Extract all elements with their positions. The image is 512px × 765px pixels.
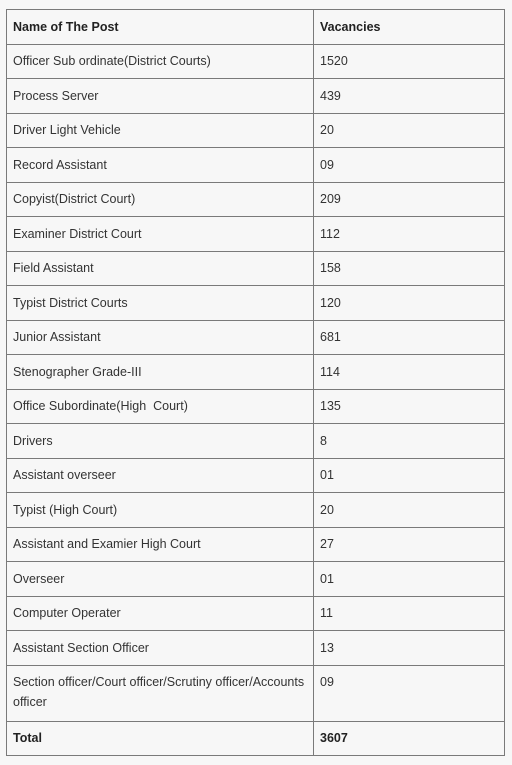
table-row [7,631,505,666]
table-row [7,389,505,424]
table-header-row [7,10,505,45]
post-name-cell: Process Server [7,79,314,114]
vacancies-cell: 120 [314,286,505,321]
vacancies-cell: 01 [314,458,505,493]
post-name-cell: Record Assistant [7,148,314,183]
post-name-cell: Assistant overseer [7,458,314,493]
vacancies-cell: 27 [314,527,505,562]
table-row [7,527,505,562]
post-name-cell: Assistant Section Officer [7,631,314,666]
table-row [7,665,505,721]
column-header-post-name: Name of The Post [7,10,314,45]
column-header-vacancies: Vacancies [314,10,505,45]
table-row [7,424,505,459]
vacancies-cell: 112 [314,217,505,252]
vacancies-table [6,9,505,756]
table-row [7,148,505,183]
vacancies-cell: 114 [314,355,505,390]
total-value: 3607 [314,721,505,756]
post-name-cell: Section officer/Court officer/Scrutiny officer/Accounts officer [7,665,314,721]
vacancies-cell: 158 [314,251,505,286]
table-row [7,458,505,493]
table-row [7,355,505,390]
vacancies-cell: 01 [314,562,505,597]
total-label: Total [7,721,314,756]
vacancies-cell: 209 [314,182,505,217]
post-name-cell: Overseer [7,562,314,597]
post-name-cell: Drivers [7,424,314,459]
post-name-cell: Stenographer Grade-III [7,355,314,390]
vacancies-cell: 439 [314,79,505,114]
vacancies-cell: 135 [314,389,505,424]
vacancies-cell: 20 [314,113,505,148]
table-row [7,596,505,631]
table-row [7,182,505,217]
table-row [7,493,505,528]
post-name-cell: Copyist(District Court) [7,182,314,217]
table-row [7,320,505,355]
table-row [7,113,505,148]
post-name-cell: Examiner District Court [7,217,314,252]
post-name-cell: Computer Operater [7,596,314,631]
table-row [7,44,505,79]
vacancies-cell: 20 [314,493,505,528]
table-row [7,79,505,114]
table-row [7,251,505,286]
vacancies-cell: 09 [314,665,505,721]
post-name-cell: Driver Light Vehicle [7,113,314,148]
post-name-cell: Officer Sub ordinate(District Courts) [7,44,314,79]
vacancies-cell: 11 [314,596,505,631]
vacancies-cell: 13 [314,631,505,666]
post-name-cell: Assistant and Examier High Court [7,527,314,562]
vacancies-cell: 1520 [314,44,505,79]
vacancies-cell: 681 [314,320,505,355]
post-name-cell: Junior Assistant [7,320,314,355]
table-row [7,286,505,321]
post-name-cell: Field Assistant [7,251,314,286]
table-row [7,217,505,252]
post-name-cell: Typist District Courts [7,286,314,321]
vacancies-cell: 09 [314,148,505,183]
post-name-cell: Typist (High Court) [7,493,314,528]
vacancies-cell: 8 [314,424,505,459]
post-name-cell: Office Subordinate(High Court) [7,389,314,424]
table-row [7,562,505,597]
total-row [7,721,505,756]
